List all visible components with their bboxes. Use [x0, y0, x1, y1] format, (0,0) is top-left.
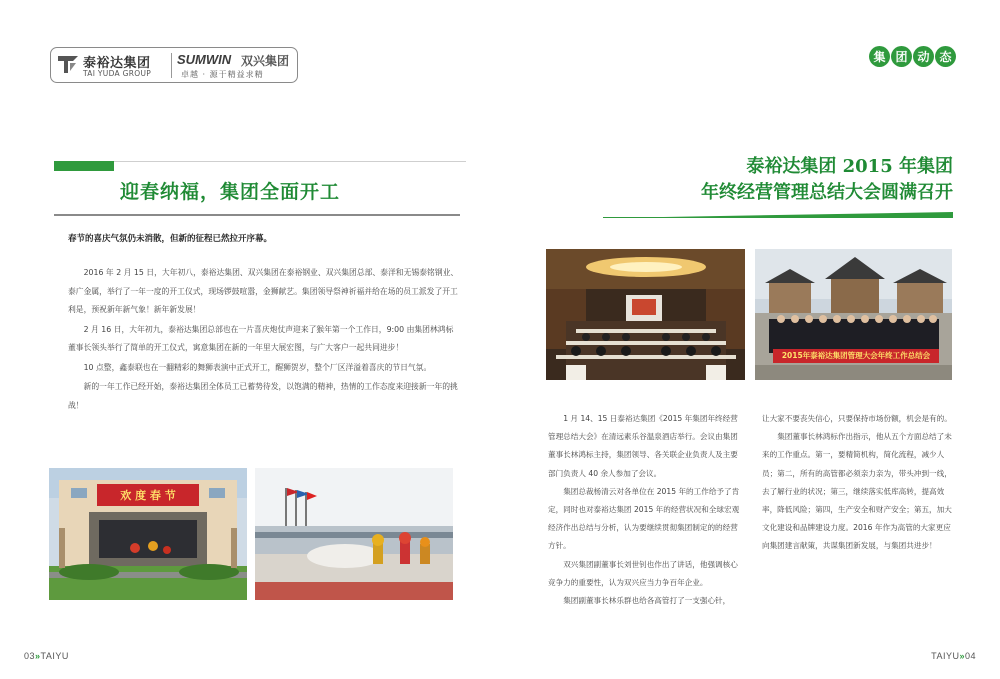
footer-brand-right: TAIYU [931, 651, 960, 661]
paragraph: 双兴集团副董事长刘世钊也作出了讲话，他强调核心竞争力的重要性，认为双兴应当力争百年企业。 [548, 559, 738, 587]
paragraph: 集团总裁杨清云对各单位在 2015 年的工作给予了肯定，同时也对泰裕达集团 2015 年的经营状况和全球宏观经济作出总结与分析，认为要继续贯彻集团制定的的经营方针。 [548, 486, 740, 551]
company-logo [50, 47, 298, 83]
right-article-title-line2: 年终经营管理总结大会圆满召开 [701, 182, 953, 203]
left-article-title: 迎春纳福，集团全面开工 [120, 181, 341, 203]
footer-right-page [931, 651, 976, 661]
right-title-rule [603, 212, 953, 218]
left-title-rule [54, 161, 466, 162]
badge-char: 团 [891, 46, 912, 67]
badge-char: 态 [935, 46, 956, 67]
sumwin-cn-name: 双兴集团 [241, 54, 290, 68]
paragraph: 2016 年 2 月 15 日，大年初八，泰裕达集团、双兴集团在泰裕钢业、双兴集团总部、泰洋和无锡泰铭钢业、泰广金属，举行了一年一度的开工仪式，现场锣鼓喧嚣，金狮献艺。集团领导祭神祈福并给在场的员工派发了开工利是，预祝新年新气象！新年新发展！ [68, 268, 459, 314]
chevron-right-icon: » [35, 651, 41, 661]
left-article-lead: 春节的喜庆气氛仍未消散，但新的征程已然拉开序幕。 [68, 234, 273, 244]
page-number-right: 04 [964, 651, 976, 661]
footer-brand-left: TAIYU [40, 651, 69, 661]
paragraph: 新的一年工作已经开始，泰裕达集团全体员工已蓄势待发，以饱满的精神，热情的工作态度来迎接新一年的挑战！ [68, 382, 458, 410]
page-number-left: 03 [24, 651, 36, 661]
paragraph: 集团董事长林鸿标作出指示，他从五个方面总结了未来的工作重点。第一，要精简机构，简化流程，减少人员；第二，所有的高管都必须亲力亲为，带头冲到一线，去了解行业的状况；第三，继续落实低库高转，提高效率，降低风险；第四，生产安全和财产安全；第五，加大文化建设和品牌建设力度。2016 年作为高管的大家更应向集团建言献策，共谋集团新发展，与集团共进步！ [762, 432, 952, 551]
paragraph: 集团副董事长林乐群也给各高管打了一支强心针， [563, 596, 731, 606]
sumwin-slogan: 卓越 · 源于精益求精 [181, 70, 264, 79]
right-article-column-1 [548, 410, 744, 610]
sumwin-brand: SUMWIN [177, 52, 232, 67]
logo-cn-name: 泰裕达集团 [83, 56, 151, 71]
right-article-title-line1: 泰裕达集团 2015 年集团 [746, 156, 953, 177]
photo-conference-hall [546, 249, 745, 380]
festive-banner-text: 欢 度 春 节 [120, 489, 176, 502]
paragraph: 1 月 14、15 日泰裕达集团《2015 年集团年终经营管理总结大会》在清远素乐谷温泉酒店举行。会议由集团董事长林鸿标主持，集团领导、各关联企业负责人及主要部门负责人 40 余人参加了会议。 [548, 414, 738, 478]
right-article-column-2 [762, 410, 958, 556]
paragraph: 10 点整，鑫泰联也在一翻精彩的舞狮表演中正式开工，醒狮贺岁，整个厂区洋溢着喜庆的节日气氛。 [83, 362, 432, 372]
chevron-right-icon: » [959, 651, 965, 661]
footer-left-page [24, 651, 69, 661]
left-title-accent [54, 161, 114, 171]
taiyuda-logo-icon [57, 53, 79, 75]
photo-office-building [49, 468, 247, 600]
paragraph: 让大家不要丧失信心，只要保持市场份额，机会是有的。 [762, 414, 952, 423]
logo-divider [171, 53, 172, 78]
meeting-banner-text: 2015年泰裕达集团管理大会年终工作总结会 [781, 351, 931, 360]
left-title-underline [54, 214, 460, 216]
paragraph: 2 月 16 日，大年初九，泰裕达集团总部也在一片喜庆炮仗声迎来了猴年第一个工作日，9:00 由集团林鸿标董事长领头举行了简单的开工仪式，寓意集团在新的一年里大展宏图，与广大客户一起共同进步！ [68, 324, 454, 352]
badge-char: 集 [869, 46, 890, 67]
logo-en-name: TAI YUDA GROUP [83, 69, 152, 78]
photo-factory-lion-dance [255, 468, 453, 600]
section-badge [869, 46, 956, 67]
photo-group-meeting [755, 249, 952, 380]
left-article-body [68, 264, 460, 416]
badge-char: 动 [913, 46, 934, 67]
